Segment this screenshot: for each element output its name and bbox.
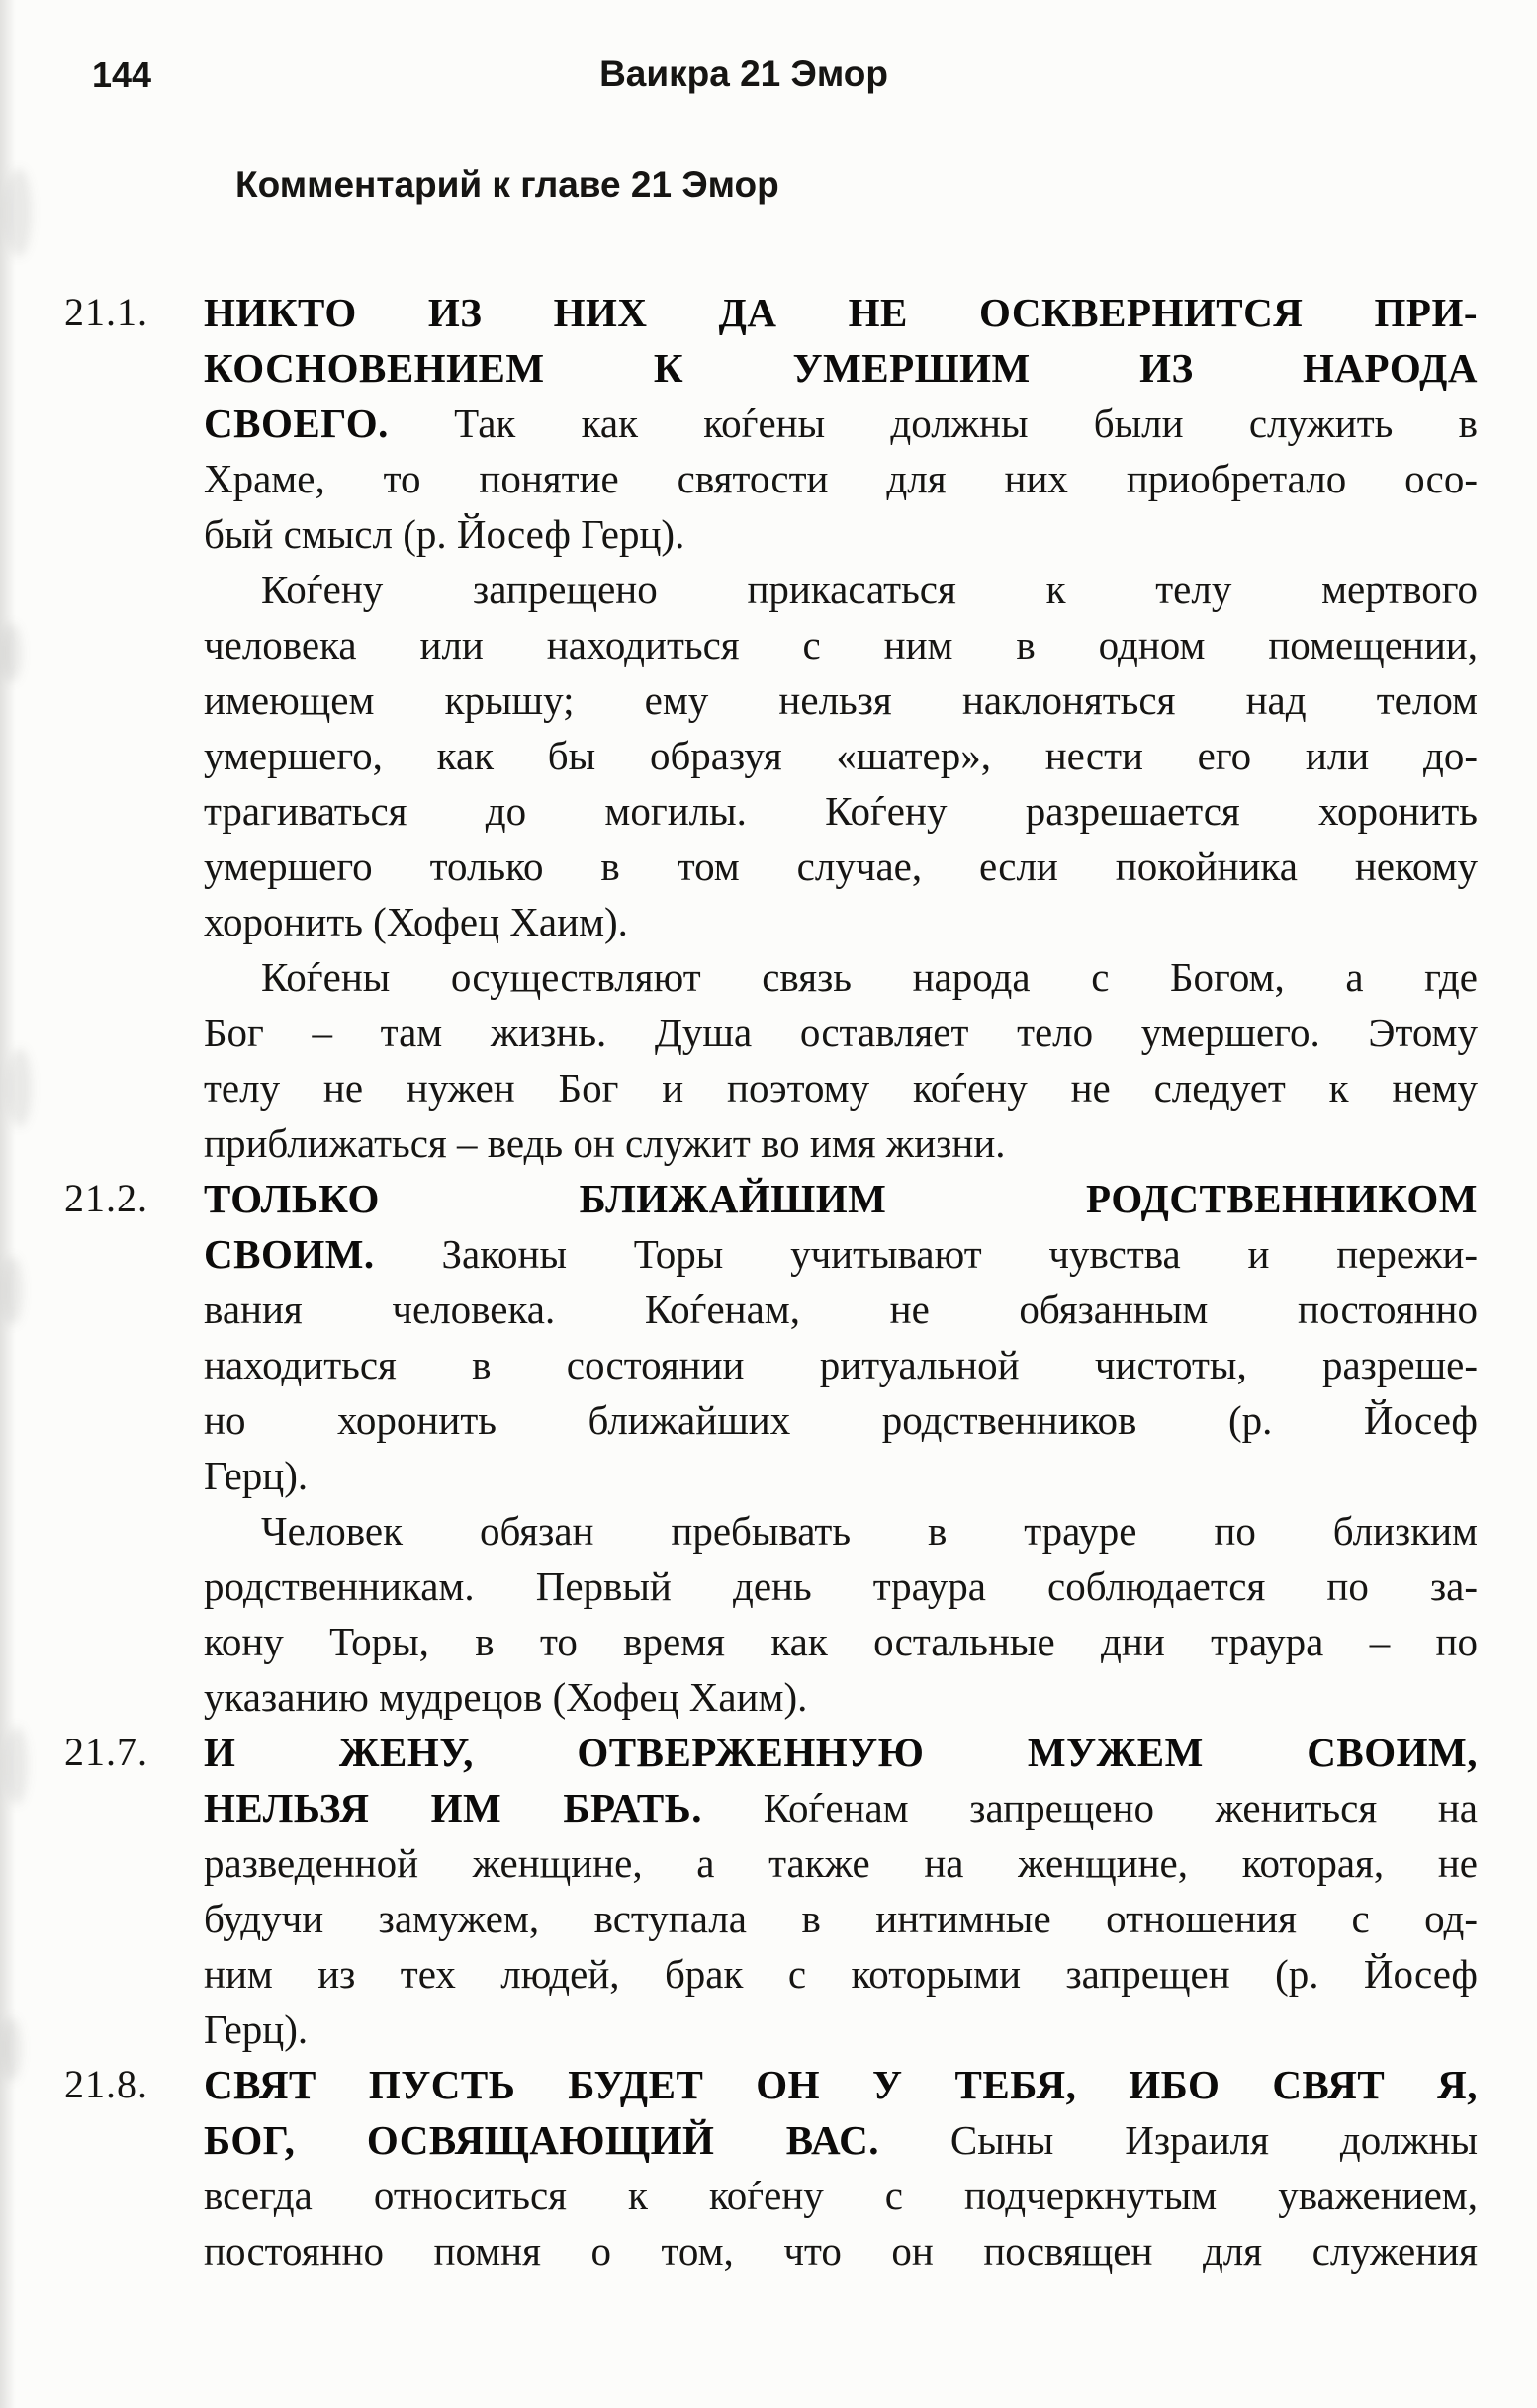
text-line: БОГ, ОСВЯЩАЮЩИЙ ВАС. Сыны Израиля должны — [204, 2117, 1478, 2163]
chapter-heading: Комментарий к главе 21 Эмор — [235, 164, 779, 205]
text-line: трагиваться до могилы. Коѓену разрешается хоронить — [204, 788, 1478, 834]
text-line: телу не нужен Бог и поэтому коѓену не следует к нему — [204, 1065, 1478, 1111]
text-line: хоронить (Хофец Хаим). — [204, 899, 628, 944]
text-line: ним из тех людей, брак с которыми запрещен (р. Йосеф — [204, 1951, 1478, 1997]
text-line: указанию мудрецов (Хофец Хаим). — [204, 1674, 808, 1720]
text-line: СВОИМ. Законы Торы учитывают чувства и пережи- — [204, 1231, 1478, 1277]
text-line: НИКТО ИЗ НИХ ДА НЕ ОСКВЕРНИТСЯ ПРИ- — [204, 290, 1478, 335]
text-line: Храме, то понятие святости для них приобретало осо- — [204, 456, 1478, 501]
running-header: Ваикра 21 Эмор — [599, 53, 888, 94]
section-number: 21.2. — [64, 1176, 148, 1220]
section-number: 21.7. — [64, 1730, 148, 1774]
text-line: бый смысл (р. Йосеф Герц). — [204, 511, 685, 557]
text-line: Человек обязан пребывать в трауре по близким — [261, 1508, 1478, 1554]
scan-smudge — [6, 168, 32, 257]
text-line: родственникам. Первый день траура соблюдается по за- — [204, 1563, 1478, 1609]
commentary-section — [64, 2057, 1478, 2278]
text-line: ТОЛЬКО БЛИЖАЙШИМ РОДСТВЕННИКОМ — [204, 1176, 1478, 1221]
text-line: человека или находиться с ним в одном помещении, — [204, 622, 1478, 668]
text-line: умершего только в том случае, если покойника некому — [204, 844, 1478, 889]
section-number: 21.8. — [64, 2062, 148, 2106]
text-line: разведенной женщине, а также на женщине, которая, не — [204, 1840, 1478, 1886]
text-line: вания человека. Коѓенам, не обязанным постоянно — [204, 1287, 1478, 1332]
scan-smudge — [2, 2017, 22, 2081]
text-line: Коѓены осуществляют связь народа с Богом, а где — [261, 954, 1478, 1000]
text-line: находиться в состоянии ритуальной чистоты, разреше- — [204, 1342, 1478, 1387]
text-line: СВОЕГО. Так как коѓены должны были служить в — [204, 401, 1478, 446]
text-line: приближаться – ведь он служит во имя жизни. — [204, 1120, 1006, 1166]
scan-smudge — [2, 623, 22, 682]
text-line: КОСНОВЕНИЕМ К УМЕРШИМ ИЗ НАРОДА — [204, 345, 1478, 391]
text-line: имеющем крышу; ему нельзя наклоняться над телом — [204, 677, 1478, 723]
text-line: Герц). — [204, 2007, 309, 2052]
commentary-section — [64, 285, 1478, 1171]
text-line: будучи замужем, вступала в интимные отношения с од- — [204, 1896, 1478, 1941]
scan-smudge — [8, 1048, 32, 1127]
text-line: но хоронить ближайших родственников (р. Йосеф — [204, 1397, 1478, 1443]
scan-smudge — [6, 1726, 28, 1805]
text-line: Герц). — [204, 1453, 309, 1498]
text-line: И ЖЕНУ, ОТВЕРЖЕННУЮ МУЖЕМ СВОИМ, — [204, 1730, 1478, 1775]
section-number: 21.1. — [64, 290, 148, 334]
text-line: Бог – там жизнь. Душа оставляет тело умершего. Этому — [204, 1010, 1478, 1055]
scan-smudge — [3, 1256, 23, 1325]
text-line: кону Торы, в то время как остальные дни траура – по — [204, 1619, 1478, 1664]
commentary-section — [64, 1725, 1478, 2057]
text-line: всегда относиться к коѓену с подчеркнутым уважением, — [204, 2173, 1478, 2218]
text-line: Коѓену запрещено прикасаться к телу мертвого — [261, 567, 1478, 612]
sections — [64, 285, 1478, 2278]
text-line: умершего, как бы образуя «шатер», нести его или до- — [204, 733, 1478, 778]
text-line: НЕЛЬЗЯ ИМ БРАТЬ. Коѓенам запрещено жениться на — [204, 1785, 1478, 1830]
text-line: постоянно помня о том, что он посвящен для служения — [204, 2228, 1478, 2274]
text-line: СВЯТ ПУСТЬ БУДЕТ ОН У ТЕБЯ, ИБО СВЯТ Я, — [204, 2062, 1478, 2107]
commentary-section — [64, 1171, 1478, 1725]
page-number: 144 — [92, 54, 152, 95]
